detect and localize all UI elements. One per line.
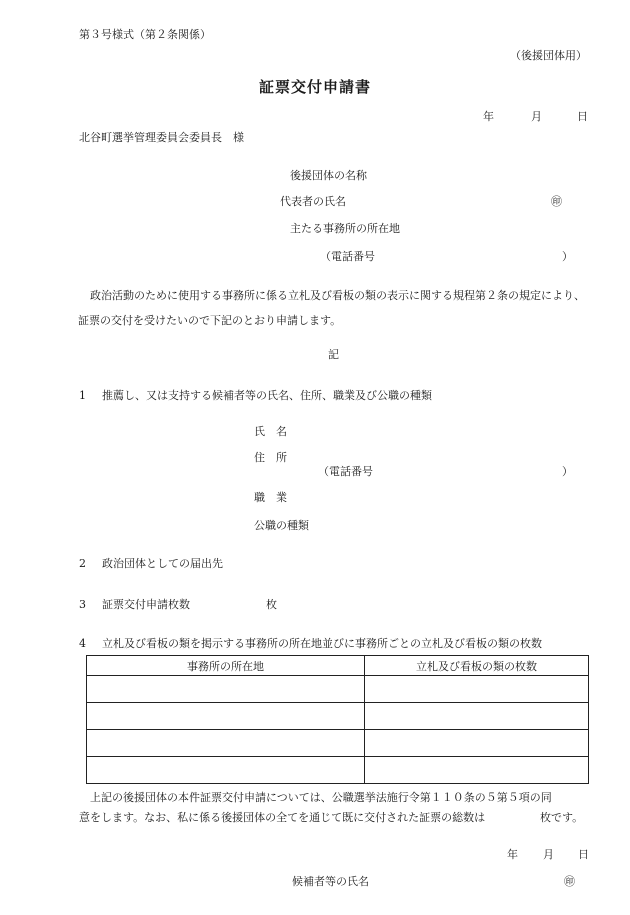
candidate-name-label: 氏 名 (254, 425, 287, 438)
item2-text: 政治団体としての届出先 (102, 557, 223, 570)
candidate-sign-label: 候補者等の氏名 (292, 875, 369, 888)
count-cell[interactable] (365, 730, 589, 757)
table-row (87, 730, 589, 757)
col-location-header: 事務所の所在地 (87, 656, 365, 676)
office-type-label: 公職の種類 (254, 519, 309, 532)
item3-text: 証票交付申請枚数 (102, 598, 190, 611)
candidate-address-label: 住 所 (254, 451, 287, 464)
office-address-label: 主たる事務所の所在地 (290, 222, 400, 235)
intro-paragraph: 政治活動のために使用する事務所に係る立札及び看板の類の表示に関する規程第２条の規定により、証票の交付を受けたいので下記のとおり申請します。 (78, 289, 585, 327)
table-row (87, 703, 589, 730)
form-number: 第３号様式（第２条関係） (79, 28, 211, 41)
count-cell[interactable] (365, 757, 589, 784)
usage-note: （後援団体用） (510, 49, 587, 62)
location-cell[interactable] (87, 676, 365, 703)
addressee: 北谷町選挙管理委員会委員長 様 (79, 131, 244, 144)
table-header-row (87, 656, 589, 676)
candidate-seal-mark: ㊞ (564, 875, 575, 888)
date2-day: 日 (578, 848, 589, 861)
phone-close: ） (562, 250, 573, 263)
date2-month: 月 (543, 848, 554, 861)
seal-mark: ㊞ (551, 195, 562, 208)
item3-number: 3 (79, 598, 86, 611)
count-cell[interactable] (365, 676, 589, 703)
consent-line-1: 上記の後援団体の本件証票交付申請については、公職選挙法施行令第１１０条の５第５項の同 (90, 791, 552, 804)
office-sign-table (86, 655, 589, 784)
rep-name-label: 代表者の氏名 (280, 195, 346, 208)
col-count-header: 立札及び看板の類の枚数 (365, 656, 589, 676)
occupation-label: 職 業 (254, 491, 287, 504)
item4-number: 4 (79, 637, 86, 650)
item1-number: 1 (79, 389, 86, 402)
ki-heading: 記 (328, 348, 339, 361)
item4-text: 立札及び看板の類を掲示する事務所の所在地並びに事務所ごとの立札及び看板の類の枚数 (102, 637, 542, 650)
date-day: 日 (577, 110, 588, 123)
item2-number: 2 (79, 557, 86, 570)
table-row (87, 676, 589, 703)
location-cell[interactable] (87, 757, 365, 784)
candidate-phone-label: （電話番号 (318, 465, 373, 478)
item3-unit: 枚 (266, 598, 277, 611)
org-name-label: 後援団体の名称 (290, 169, 367, 182)
candidate-phone-close: ） (562, 465, 573, 478)
location-cell[interactable] (87, 703, 365, 730)
date-month: 月 (531, 110, 542, 123)
count-cell[interactable] (365, 703, 589, 730)
location-cell[interactable] (87, 730, 365, 757)
consent-line-2: 意をします。なお、私に係る後援団体の全てを通じて既に交付された証票の総数は (79, 811, 486, 824)
phone-label: （電話番号 (320, 250, 375, 263)
table-row (87, 757, 589, 784)
date-year: 年 (483, 110, 494, 123)
item1-text: 推薦し、又は支持する候補者等の氏名、住所、職業及び公職の種類 (102, 389, 432, 402)
consent-line-2-end: 枚です。 (540, 811, 584, 824)
date2-year: 年 (507, 848, 518, 861)
page-title: 証票交付申請書 (258, 78, 371, 96)
